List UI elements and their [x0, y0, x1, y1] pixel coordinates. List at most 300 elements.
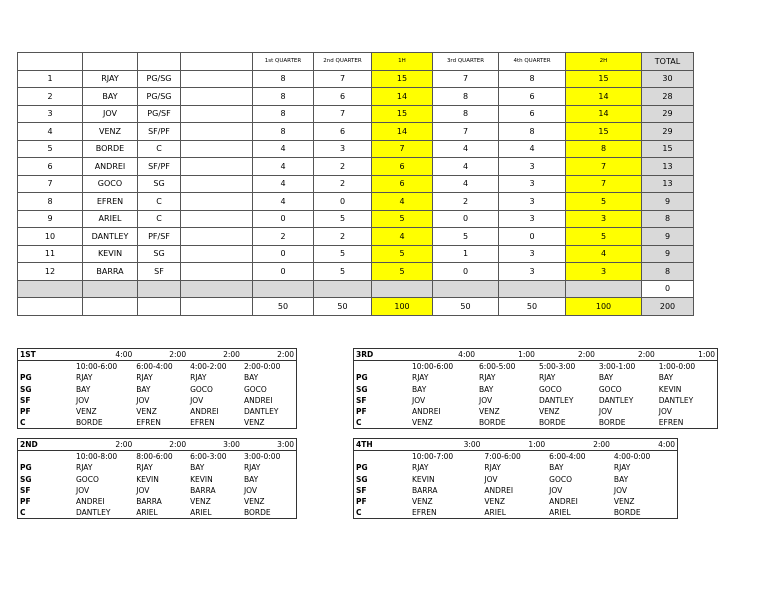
- player-name: ANDREI: [243, 395, 273, 405]
- shift-duration: 4:00: [410, 349, 477, 361]
- table-cell: 5: [18, 140, 83, 158]
- column-header: 3rd QUARTER: [433, 53, 499, 71]
- shift-duration: 1:00: [482, 439, 547, 451]
- player-name: EFREN: [658, 418, 684, 428]
- column-header: 4th QUARTER: [499, 53, 566, 71]
- player-name: RJAY: [484, 463, 501, 473]
- table-cell: [18, 280, 83, 298]
- table-cell: 28: [642, 88, 694, 106]
- table-cell: 29: [642, 123, 694, 141]
- column-header: 2nd QUARTER: [314, 53, 372, 71]
- table-row: [18, 228, 694, 246]
- column-header: 1st QUARTER: [253, 53, 314, 71]
- table-row: [18, 70, 694, 88]
- lineup-row: [18, 474, 297, 485]
- table-cell: 14: [566, 105, 642, 123]
- player-name: GOCO: [538, 384, 562, 394]
- lineup-row: [18, 395, 297, 406]
- table-cell: [83, 298, 138, 316]
- player-name: BORDE: [243, 508, 271, 518]
- shift-duration: 4:00: [612, 439, 678, 451]
- table-cell: [566, 280, 642, 298]
- table-cell: EFREN: [83, 193, 138, 211]
- quarter-label: 1ST: [18, 349, 75, 361]
- player-name: BAY: [598, 373, 614, 383]
- player-name: EFREN: [190, 418, 215, 428]
- table-cell: 0: [433, 210, 499, 228]
- table-cell: 11: [18, 245, 83, 263]
- quarter-times-row: [18, 451, 297, 463]
- lineup-row: [354, 395, 718, 406]
- table-cell: 3: [499, 263, 566, 281]
- player-name: ANDREI: [549, 497, 578, 507]
- table-cell: 5: [314, 210, 372, 228]
- table-cell: 4: [253, 175, 314, 193]
- shift-duration: 1:00: [657, 349, 718, 361]
- table-cell: 0: [253, 210, 314, 228]
- player-name: ANDREI: [412, 407, 441, 417]
- table-cell: 0: [314, 193, 372, 211]
- table-cell: 8: [566, 140, 642, 158]
- table-cell: 15: [372, 70, 433, 88]
- table-cell: 2: [253, 228, 314, 246]
- table-row: [18, 158, 694, 176]
- table-row: [18, 245, 694, 263]
- table-cell: 29: [642, 105, 694, 123]
- player-name: JOV: [136, 395, 150, 405]
- table-cell: 3: [18, 105, 83, 123]
- table-cell: [18, 298, 83, 316]
- table-cell: 8: [253, 88, 314, 106]
- player-name: RJAY: [479, 373, 496, 383]
- table-cell: 5: [372, 263, 433, 281]
- position-label: SF: [356, 395, 367, 405]
- table-cell: C: [138, 210, 181, 228]
- shift-time-range: 4:00-2:00: [190, 362, 227, 372]
- player-name: VENZ: [538, 407, 560, 417]
- table-cell: 5: [372, 210, 433, 228]
- shift-duration: 3:00: [188, 439, 242, 451]
- table-cell: GOCO: [83, 175, 138, 193]
- table-cell: BARRA: [83, 263, 138, 281]
- table-cell: 9: [642, 245, 694, 263]
- player-name: RJAY: [412, 373, 429, 383]
- player-name: RJAY: [243, 463, 261, 473]
- table-cell: 15: [372, 105, 433, 123]
- position-label: PF: [20, 407, 31, 417]
- table-cell: [181, 105, 253, 123]
- table-cell: 8: [499, 70, 566, 88]
- table-cell: 3: [314, 140, 372, 158]
- table-cell: 14: [372, 123, 433, 141]
- table-cell: 7: [433, 70, 499, 88]
- player-name: JOV: [479, 395, 493, 405]
- position-label: PG: [356, 463, 368, 473]
- player-name: ARIEL: [136, 508, 158, 518]
- quarter-header-row: [354, 349, 718, 361]
- player-name: BAY: [190, 463, 205, 473]
- quarter-times-row: [18, 361, 297, 373]
- table-cell: VENZ: [83, 123, 138, 141]
- player-name: DANTLEY: [658, 395, 694, 405]
- lineup-row: [354, 485, 678, 496]
- table-cell: 2: [314, 175, 372, 193]
- player-name: GOCO: [243, 384, 267, 394]
- table-cell: 9: [18, 210, 83, 228]
- player-name: VENZ: [190, 497, 211, 507]
- player-name: KEVIN: [190, 474, 213, 484]
- shift-time-range: 10:00-6:00: [412, 362, 454, 372]
- table-cell: 6: [499, 105, 566, 123]
- shift-time-range: 6:00-4:00: [549, 452, 586, 462]
- player-name: JOV: [243, 485, 258, 495]
- player-name: GOCO: [76, 474, 99, 484]
- empty-cell: [354, 361, 411, 373]
- table-cell: 4: [433, 140, 499, 158]
- shift-time-range: 5:00-3:00: [538, 362, 576, 372]
- table-cell: [83, 280, 138, 298]
- shift-time-range: 6:00-4:00: [136, 362, 173, 372]
- table-cell: 8: [433, 105, 499, 123]
- player-name: DANTLEY: [243, 407, 279, 417]
- position-label: PG: [356, 373, 368, 383]
- table-cell: 15: [642, 140, 694, 158]
- table-cell: SF/PF: [138, 123, 181, 141]
- player-name: JOV: [613, 485, 628, 495]
- quarter-4th-rotation: [353, 438, 678, 519]
- column-header: [83, 53, 138, 71]
- quarter-times-row: [354, 451, 678, 463]
- table-cell: 5: [566, 193, 642, 211]
- table-cell: 5: [433, 228, 499, 246]
- column-header: 2H: [566, 53, 642, 71]
- quarter-2nd-rotation: [17, 438, 297, 519]
- table-cell: 8: [499, 123, 566, 141]
- table-cell: 4: [253, 158, 314, 176]
- table-cell: 7: [372, 140, 433, 158]
- player-name: ANDREI: [76, 497, 105, 507]
- table-cell: 14: [566, 88, 642, 106]
- table-cell: 3: [499, 245, 566, 263]
- table-cell: DANTLEY: [83, 228, 138, 246]
- position-label: PF: [356, 497, 367, 507]
- shift-time-range: 10:00-7:00: [412, 452, 454, 462]
- table-cell: 6: [499, 88, 566, 106]
- table-cell: [138, 298, 181, 316]
- column-header: TOTAL: [642, 53, 694, 71]
- shift-time-range: 4:00-0:00: [613, 452, 651, 462]
- table-cell: [181, 70, 253, 88]
- table-cell: 7: [433, 123, 499, 141]
- lineup-row: [18, 462, 297, 473]
- table-cell: BORDE: [83, 140, 138, 158]
- quarter-times-row: [354, 361, 718, 373]
- table-cell: 4: [566, 245, 642, 263]
- player-name: RJAY: [76, 463, 93, 473]
- lineup-row: [18, 485, 297, 496]
- table-cell: PF/SF: [138, 228, 181, 246]
- lineup-row: [18, 496, 297, 507]
- table-cell: [138, 280, 181, 298]
- player-name: RJAY: [76, 373, 93, 383]
- lineup-row: [354, 372, 718, 383]
- shift-time-range: 2:00-0:00: [243, 362, 281, 372]
- table-cell: [181, 298, 253, 316]
- table-cell: 5: [314, 245, 372, 263]
- table-cell: 4: [253, 140, 314, 158]
- player-name: VENZ: [412, 497, 433, 507]
- player-name: JOV: [598, 407, 612, 417]
- player-name: RJAY: [538, 373, 556, 383]
- lineup-row: [354, 406, 718, 417]
- player-name: VENZ: [243, 418, 265, 428]
- position-label: SF: [356, 485, 367, 495]
- player-name: GOCO: [190, 384, 213, 394]
- table-cell: 8: [18, 193, 83, 211]
- table-cell: 4: [499, 140, 566, 158]
- player-name: VENZ: [412, 418, 433, 428]
- table-cell: 3: [499, 210, 566, 228]
- table-cell: 15: [566, 70, 642, 88]
- shift-time-range: 3:00-0:00: [243, 452, 281, 462]
- shift-duration: 2:00: [547, 439, 612, 451]
- table-cell: 6: [372, 158, 433, 176]
- table-cell: 4: [433, 175, 499, 193]
- lineup-row: [354, 462, 678, 473]
- player-name: KEVIN: [412, 474, 435, 484]
- player-name: RJAY: [190, 373, 207, 383]
- lineup-row: [354, 507, 678, 519]
- table-cell: 13: [642, 175, 694, 193]
- table-cell: [181, 175, 253, 193]
- shift-duration: 2:00: [537, 349, 597, 361]
- player-name: DANTLEY: [76, 508, 111, 518]
- table-cell: 9: [642, 228, 694, 246]
- lineup-row: [18, 417, 297, 429]
- shift-time-range: 6:00-5:00: [479, 362, 516, 372]
- position-label: PG: [20, 463, 32, 473]
- table-cell: 8: [253, 123, 314, 141]
- player-name: VENZ: [243, 497, 265, 507]
- player-name: JOV: [658, 407, 672, 417]
- shift-time-range: 10:00-6:00: [76, 362, 118, 372]
- player-name: RJAY: [412, 463, 429, 473]
- player-name: ARIEL: [484, 508, 506, 518]
- table-cell: 7: [18, 175, 83, 193]
- table-cell: 200: [642, 298, 694, 316]
- empty-cell: [354, 451, 411, 463]
- table-cell: 4: [433, 158, 499, 176]
- player-name: DANTLEY: [538, 395, 574, 405]
- table-cell: [181, 228, 253, 246]
- table-cell: 3: [499, 175, 566, 193]
- player-name: VENZ: [76, 407, 97, 417]
- position-label: SG: [356, 474, 368, 484]
- lineup-row: [18, 406, 297, 417]
- table-cell: [433, 280, 499, 298]
- table-cell: 50: [433, 298, 499, 316]
- table-cell: 50: [253, 298, 314, 316]
- shift-duration: 3:00: [410, 439, 482, 451]
- quarter-label: 3RD: [354, 349, 411, 361]
- player-name: RJAY: [136, 373, 153, 383]
- shift-time-range: 8:00-6:00: [136, 452, 173, 462]
- table-cell: 50: [314, 298, 372, 316]
- player-name: RJAY: [613, 463, 631, 473]
- table-cell: 4: [253, 193, 314, 211]
- table-cell: 50: [499, 298, 566, 316]
- table-cell: 5: [566, 228, 642, 246]
- empty-cell: [18, 451, 75, 463]
- table-cell: SG: [138, 245, 181, 263]
- player-name: DANTLEY: [598, 395, 634, 405]
- table-row: [18, 123, 694, 141]
- player-name: JOV: [76, 485, 90, 495]
- player-name: BAY: [479, 384, 494, 394]
- player-name: BORDE: [538, 418, 566, 428]
- table-cell: 8: [253, 105, 314, 123]
- quarter-label: 4TH: [354, 439, 411, 451]
- player-name: ANDREI: [484, 485, 514, 495]
- lineup-row: [18, 384, 297, 395]
- table-cell: PG/SG: [138, 88, 181, 106]
- quarter-3rd-rotation: [353, 348, 718, 429]
- table-cell: [372, 280, 433, 298]
- player-name: JOV: [484, 474, 498, 484]
- player-name: BAY: [136, 384, 151, 394]
- table-cell: [181, 210, 253, 228]
- table-cell: [181, 140, 253, 158]
- table-cell: 7: [566, 158, 642, 176]
- player-name: JOV: [549, 485, 563, 495]
- table-cell: RJAY: [83, 70, 138, 88]
- position-label: C: [20, 508, 26, 518]
- shift-time-range: 7:00-6:00: [484, 452, 521, 462]
- table-row: [18, 88, 694, 106]
- empty-cell: [18, 361, 75, 373]
- table-cell: 0: [499, 228, 566, 246]
- shift-duration: 1:00: [477, 349, 537, 361]
- table-cell: [181, 88, 253, 106]
- table-cell: 12: [18, 263, 83, 281]
- table-cell: 8: [642, 210, 694, 228]
- player-name: BAY: [613, 474, 629, 484]
- player-name: BAY: [549, 463, 564, 473]
- player-name: KEVIN: [136, 474, 159, 484]
- table-cell: 3: [499, 193, 566, 211]
- table-cell: 2: [433, 193, 499, 211]
- table-cell: PG/SF: [138, 105, 181, 123]
- table-cell: [181, 280, 253, 298]
- player-name: BAY: [412, 384, 427, 394]
- table-cell: 6: [314, 88, 372, 106]
- table-cell: 7: [314, 70, 372, 88]
- position-label: C: [20, 418, 26, 428]
- totals-row: [18, 298, 694, 316]
- position-label: C: [356, 508, 362, 518]
- shift-time-range: 3:00-1:00: [598, 362, 636, 372]
- shift-time-range: 6:00-3:00: [190, 452, 227, 462]
- table-cell: 2: [314, 228, 372, 246]
- table-cell: 8: [642, 263, 694, 281]
- position-label: PF: [356, 407, 367, 417]
- table-cell: [181, 158, 253, 176]
- table-cell: SG: [138, 175, 181, 193]
- table-cell: [181, 245, 253, 263]
- player-name: BORDE: [598, 418, 626, 428]
- player-name: BORDE: [76, 418, 103, 428]
- player-name: JOV: [136, 485, 150, 495]
- table-cell: 2: [314, 158, 372, 176]
- player-name: BARRA: [136, 497, 162, 507]
- table-cell: 9: [642, 193, 694, 211]
- lineup-row: [18, 372, 297, 383]
- table-cell: ARIEL: [83, 210, 138, 228]
- table-cell: PG/SG: [138, 70, 181, 88]
- table-row: [18, 210, 694, 228]
- shift-duration: 2:00: [597, 349, 657, 361]
- player-name: KEVIN: [658, 384, 682, 394]
- lineup-row: [354, 474, 678, 485]
- shift-duration: 2:00: [188, 349, 242, 361]
- position-label: SG: [356, 384, 368, 394]
- player-name: VENZ: [136, 407, 157, 417]
- table-cell: 14: [372, 88, 433, 106]
- table-cell: 5: [372, 245, 433, 263]
- table-cell: 0: [253, 245, 314, 263]
- table-cell: [181, 123, 253, 141]
- shift-duration: 2:00: [134, 439, 188, 451]
- lineup-row: [354, 496, 678, 507]
- shift-duration: 2:00: [74, 439, 134, 451]
- table-cell: 3: [499, 158, 566, 176]
- shift-duration: 4:00: [74, 349, 134, 361]
- table-cell: 0: [433, 263, 499, 281]
- table-cell: 5: [314, 263, 372, 281]
- table-cell: BAY: [83, 88, 138, 106]
- header-row: [18, 53, 694, 71]
- quarter-header-row: [354, 439, 678, 451]
- position-label: C: [356, 418, 362, 428]
- table-cell: 6: [314, 123, 372, 141]
- table-cell: 3: [566, 210, 642, 228]
- table-cell: 1: [433, 245, 499, 263]
- player-name: BAY: [658, 373, 674, 383]
- table-row: [18, 263, 694, 281]
- table-cell: [181, 263, 253, 281]
- shift-time-range: 1:00-0:00: [658, 362, 696, 372]
- lineup-row: [354, 417, 718, 429]
- table-cell: 10: [18, 228, 83, 246]
- table-cell: 30: [642, 70, 694, 88]
- player-name: JOV: [190, 395, 204, 405]
- player-name: BORDE: [613, 508, 641, 518]
- quarter-header-row: [18, 439, 297, 451]
- table-cell: [181, 193, 253, 211]
- table-cell: 3: [566, 263, 642, 281]
- table-cell: C: [138, 193, 181, 211]
- table-cell: 8: [253, 70, 314, 88]
- table-cell: 0: [642, 280, 694, 298]
- position-label: PG: [20, 373, 32, 383]
- table-row: [18, 193, 694, 211]
- player-name: GOCO: [598, 384, 622, 394]
- table-cell: 100: [372, 298, 433, 316]
- table-cell: 6: [372, 175, 433, 193]
- column-header: [138, 53, 181, 71]
- player-name: BARRA: [190, 485, 216, 495]
- table-cell: 2: [18, 88, 83, 106]
